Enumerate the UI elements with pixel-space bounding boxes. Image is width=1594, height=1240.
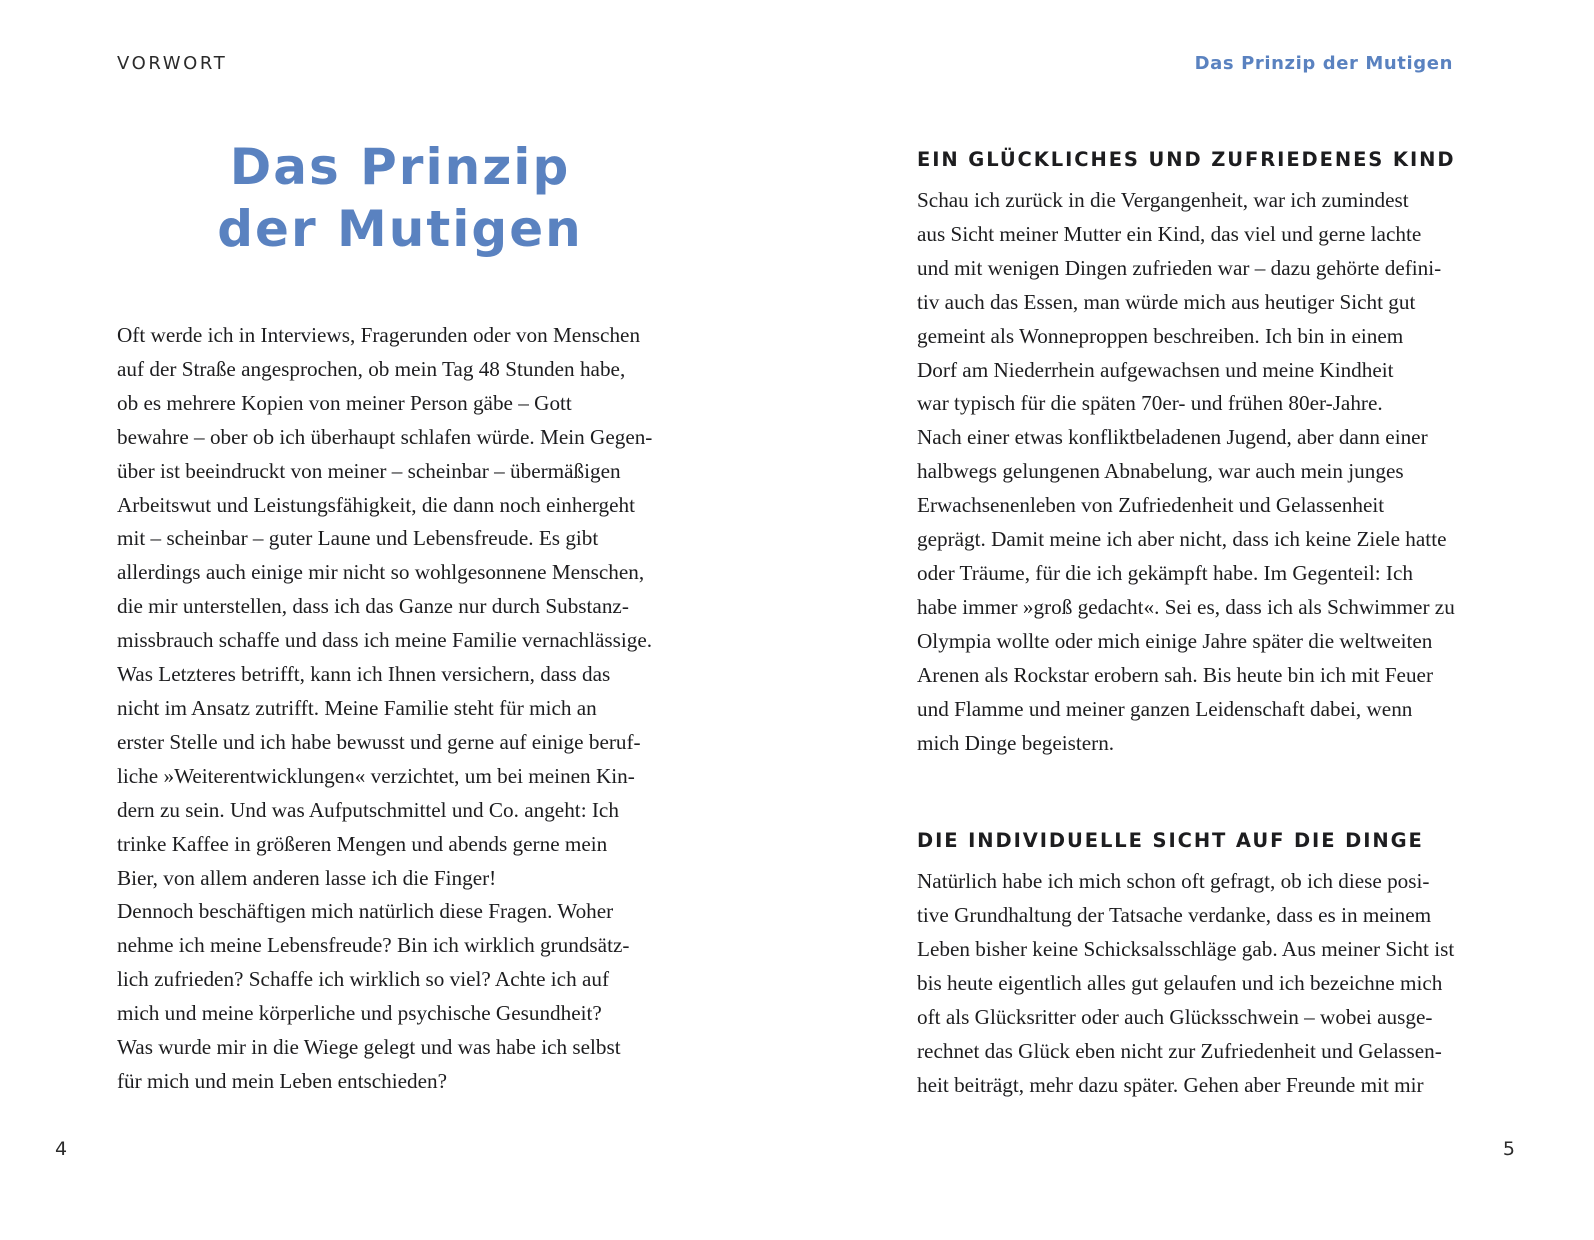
text-line: über ist beeindruckt von meiner – scheinbar – übermäßigen [117,458,621,483]
text-line: aus Sicht meiner Mutter ein Kind, das viel und gerne lachte [917,221,1422,246]
text-line: liche »Weiterentwicklungen« verzichtet, um bei meinen Kin- [117,763,635,788]
page-number-left: 4 [55,1138,68,1160]
text-line: Nach einer etwas konfliktbeladenen Jugend, aber dann einer [917,425,1428,450]
text-line: erster Stelle und ich habe bewusst und gerne auf einige beruf- [117,729,641,754]
text-line: tive Grundhaltung der Tatsache verdanke, dass es in meinem [917,903,1432,928]
running-head-right: Das Prinzip der Mutigen [1194,53,1453,74]
text-line: auf der Straße angesprochen, ob mein Tag 48 Stunden habe, [117,356,626,381]
text-line: dern zu sein. Und was Aufputschmittel und Co. angeht: Ich [117,797,619,822]
text-line: trinke Kaffee in größeren Mengen und abends gerne mein [117,831,608,856]
text-line: Dorf am Niederrhein aufgewachsen und meine Kindheit [917,357,1394,382]
text-line: Natürlich habe ich mich schon oft gefragt, ob ich diese posi- [917,869,1430,894]
text-line: gemeint als Wonneproppen beschreiben. Ich bin in einem [917,323,1404,348]
text-line: Arenen als Rockstar erobern sah. Bis heute bin ich mit Feuer [917,662,1434,687]
text-line: Leben bisher keine Schicksalsschläge gab. Aus meiner Sicht ist [917,937,1455,962]
text-line: oft als Glücksritter oder auch Glücksschwein – wobei ausge- [917,1005,1433,1030]
text-line: mit – scheinbar – guter Laune und Lebensfreude. Es gibt [117,526,599,551]
right-page-body [917,143,1487,1103]
text-line: für mich und mein Leben entschieden? [117,1068,448,1093]
section-body [917,184,1487,760]
text-line: habe immer »groß gedacht«. Sei es, dass ich als Schwimmer zu [917,594,1455,619]
section-heading: DIE INDIVIDUELLE SICHT AUF DIE DINGE [917,829,1424,853]
text-line: bis heute eigentlich alles gut gelaufen und ich bezeichne mich [917,971,1443,996]
chapter-title [117,136,683,260]
text-line: ob es mehrere Kopien von meiner Person gäbe – Gott [117,390,572,415]
text-line: mich und meine körperliche und psychische Gesundheit? [117,1001,602,1026]
text-line: Erwachsenenleben von Zufriedenheit und Gelassenheit [917,493,1385,518]
left-page-body [117,319,687,1099]
text-line: Was Letzteres betrifft, kann ich Ihnen versichern, dass das [117,662,611,687]
text-line: und Flamme und meiner ganzen Leidenschaft dabei, wenn [917,696,1413,721]
text-line: Dennoch beschäftigen mich natürlich diese Fragen. Woher [117,899,614,924]
text-line: bewahre – ober ob ich überhaupt schlafen würde. Mein Gegen- [117,424,653,449]
text-line: nehme ich meine Lebensfreude? Bin ich wirklich grundsätz- [117,933,630,958]
text-line: war typisch für die späten 70er- und frühen 80er-Jahre. [917,391,1383,416]
chapter-title-line-2: der Mutigen [217,200,583,258]
text-line: lich zufrieden? Schaffe ich wirklich so viel? Achte ich auf [117,967,610,992]
text-line: die mir unterstellen, dass ich das Ganze nur durch Substanz- [117,594,629,619]
section-body [917,865,1487,1102]
text-line: oder Träume, für die ich gekämpft habe. Im Gegenteil: Ich [917,560,1413,585]
text-line: Was wurde mir in die Wiege gelegt und was habe ich selbst [117,1035,621,1060]
text-line: halbwegs gelungenen Abnabelung, war auch mein junges [917,459,1404,484]
text-line: missbrauch schaffe und dass ich meine Familie vernachlässige. [117,628,653,653]
text-line: tiv auch das Essen, man würde mich aus heutiger Sicht gut [917,289,1416,314]
text-line: und mit wenigen Dingen zufrieden war – dazu gehörte defini- [917,255,1442,280]
section-heading: EIN GLÜCKLICHES UND ZUFRIEDENES KIND [917,148,1456,171]
text-line: geprägt. Damit meine ich aber nicht, dass ich keine Ziele hatte [917,527,1447,552]
text-line: Olympia wollte oder mich einige Jahre später die weltweiten [917,628,1433,653]
page-number-right: 5 [1502,1138,1515,1160]
text-line: heit beiträgt, mehr dazu später. Gehen aber Freunde mit mir [917,1072,1424,1097]
text-line: mich Dinge begeistern. [917,730,1115,755]
text-line: nicht im Ansatz zutrifft. Meine Familie steht für mich an [117,695,597,720]
text-line: rechnet das Glück eben nicht zur Zufriedenheit und Gelassen- [917,1038,1442,1063]
text-line: allerdings auch einige mir nicht so wohlgesonnene Menschen, [117,560,645,585]
text-line: Arbeitswut und Leistungsfähigkeit, die dann noch einhergeht [117,492,635,517]
text-line: Oft werde ich in Interviews, Fragerunden oder von Menschen [117,323,641,347]
text-line: Schau ich zurück in die Vergangenheit, war ich zumindest [917,188,1409,212]
text-line: Bier, von allem anderen lasse ich die Finger! [117,865,497,890]
running-head-left: VORWORT [117,53,228,74]
chapter-title-line-1: Das Prinzip [229,138,571,196]
